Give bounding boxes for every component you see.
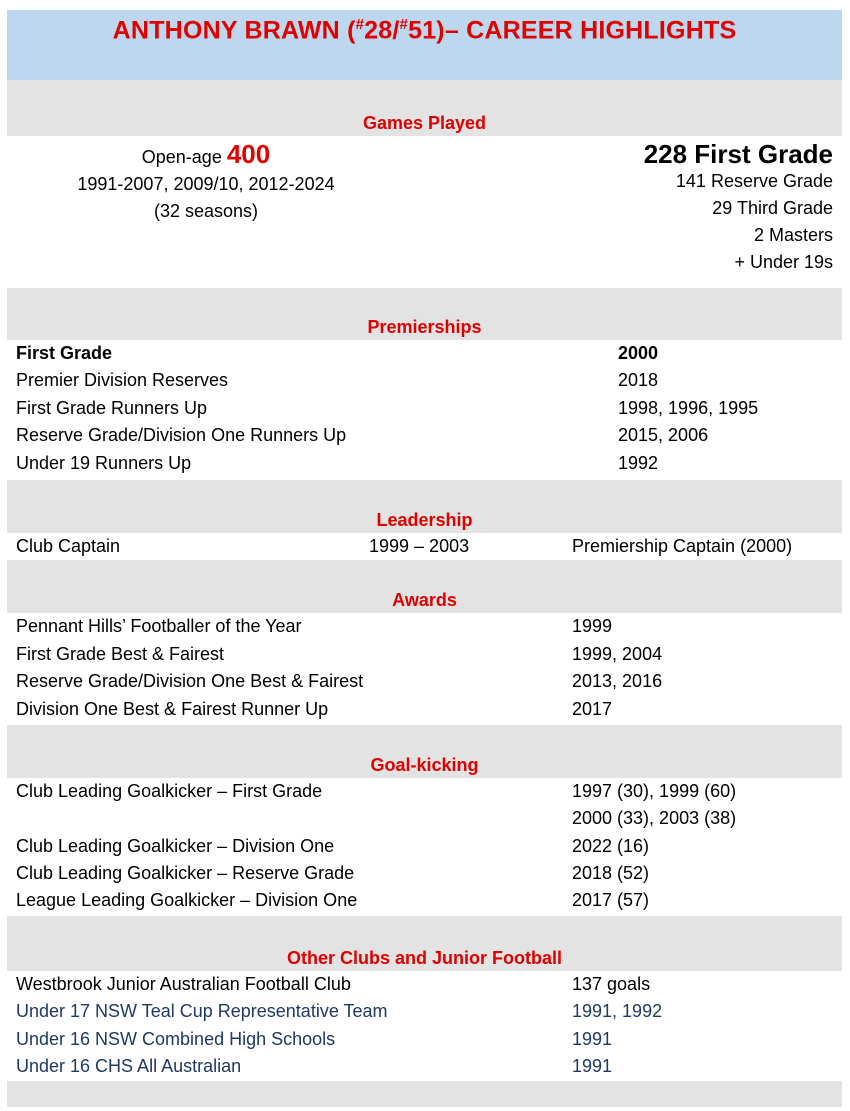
row-label: Westbrook Junior Australian Football Club bbox=[16, 973, 351, 994]
goalkicking-band bbox=[7, 725, 842, 778]
premiership-row bbox=[7, 367, 842, 394]
row-value: 1992 bbox=[618, 452, 659, 473]
goalkicking-row bbox=[7, 860, 842, 887]
other-clubs-band bbox=[7, 916, 842, 971]
premierships-heading: Premierships bbox=[367, 317, 482, 337]
goalkicking-row bbox=[7, 778, 842, 805]
row-label: Under 19 Runners Up bbox=[16, 452, 192, 473]
reserve-grade-games: 141 Reserve Grade bbox=[675, 171, 833, 191]
goalkicking-row bbox=[7, 833, 842, 860]
games-band bbox=[7, 80, 842, 136]
games-heading: Games Played bbox=[362, 113, 487, 133]
row-value: 2017 bbox=[572, 698, 613, 719]
row-value: 2018 (52) bbox=[572, 863, 650, 884]
row-label: Pennant Hills’ Footballer of the Year bbox=[16, 616, 302, 637]
row-label: Reserve Grade/Division One Runners Up bbox=[16, 425, 347, 446]
row-value: 1991 bbox=[572, 1028, 613, 1049]
leadership-row bbox=[7, 533, 842, 560]
award-row bbox=[7, 613, 842, 640]
row-value: 2013, 2016 bbox=[572, 671, 663, 692]
row-value: 2000 bbox=[618, 343, 659, 363]
footer-band bbox=[7, 1081, 842, 1107]
goalkicking-row bbox=[7, 805, 842, 832]
leadership-note: Premiership Captain (2000) bbox=[572, 535, 793, 556]
row-value: 2022 (16) bbox=[572, 835, 650, 856]
award-row bbox=[7, 641, 842, 668]
premiership-row bbox=[7, 340, 842, 367]
other-club-row bbox=[7, 971, 842, 998]
row-label: Under 16 CHS All Australian bbox=[16, 1056, 242, 1077]
awards-band bbox=[7, 560, 842, 613]
row-value: 137 goals bbox=[572, 973, 651, 994]
career-highlights-sheet bbox=[7, 10, 842, 1107]
awards-heading: Awards bbox=[392, 590, 457, 611]
other-clubs-heading: Other Clubs and Junior Football bbox=[286, 947, 562, 968]
row-value: 1999, 2004 bbox=[572, 643, 663, 664]
row-label: First Grade Best & Fairest bbox=[16, 643, 225, 664]
row-label: Club Leading Goalkicker – Reserve Grade bbox=[16, 863, 355, 884]
row-value: 2018 bbox=[618, 370, 659, 391]
row-value: 2015, 2006 bbox=[618, 425, 709, 446]
grade-breakdown bbox=[644, 141, 833, 276]
leadership-role: Club Captain bbox=[16, 535, 121, 556]
goalkicking-row bbox=[7, 887, 842, 914]
masters-games: 2 Masters bbox=[753, 225, 833, 245]
row-value: 2000 (33), 2003 (38) bbox=[572, 808, 737, 829]
seasons-count: (32 seasons) bbox=[153, 201, 259, 221]
open-age-block bbox=[31, 141, 381, 225]
row-label: League Leading Goalkicker – Division One bbox=[16, 890, 358, 911]
games-section bbox=[7, 136, 842, 288]
row-label: Club Leading Goalkicker – First Grade bbox=[16, 780, 323, 801]
leadership-years: 1999 – 2003 bbox=[369, 535, 470, 556]
row-label: Division One Best & Fairest Runner Up bbox=[16, 698, 329, 719]
row-label: Under 17 NSW Teal Cup Representative Team bbox=[16, 1001, 388, 1022]
page-title: ANTHONY BRAWN (#28/#51)– CAREER HIGHLIGHTS bbox=[112, 16, 737, 45]
title-band bbox=[7, 10, 842, 80]
other-club-row bbox=[7, 1026, 842, 1053]
goalkicking-heading: Goal-kicking bbox=[370, 754, 479, 775]
row-value: 2017 (57) bbox=[572, 890, 650, 911]
other-club-row bbox=[7, 998, 842, 1025]
premierships-band bbox=[7, 288, 842, 340]
other-club-row bbox=[7, 1053, 842, 1080]
row-label: Premier Division Reserves bbox=[16, 370, 229, 391]
seasons-range: 1991-2007, 2009/10, 2012-2024 bbox=[77, 174, 335, 194]
row-label: Club Leading Goalkicker – Division One bbox=[16, 835, 335, 856]
row-label: Under 16 NSW Combined High Schools bbox=[16, 1028, 336, 1049]
row-label: First Grade bbox=[16, 343, 113, 363]
row-label: Reserve Grade/Division One Best & Fairest bbox=[16, 671, 364, 692]
premiership-row bbox=[7, 450, 842, 477]
leadership-heading: Leadership bbox=[376, 509, 473, 530]
open-age-total: 400 bbox=[226, 139, 271, 169]
first-grade-games: 228 First Grade bbox=[643, 139, 833, 169]
third-grade-games: 29 Third Grade bbox=[712, 198, 833, 218]
under19-games: + Under 19s bbox=[734, 252, 833, 272]
row-value: 1991 bbox=[572, 1056, 613, 1077]
row-value: 1997 (30), 1999 (60) bbox=[572, 780, 737, 801]
row-value: 1991, 1992 bbox=[572, 1001, 663, 1022]
premiership-row bbox=[7, 395, 842, 422]
row-label: First Grade Runners Up bbox=[16, 397, 208, 418]
award-row bbox=[7, 668, 842, 695]
row-value: 1998, 1996, 1995 bbox=[618, 397, 759, 418]
premiership-row bbox=[7, 422, 842, 449]
row-value: 1999 bbox=[572, 616, 613, 637]
open-age-label: Open-age bbox=[141, 147, 222, 167]
award-row bbox=[7, 696, 842, 723]
leadership-band bbox=[7, 480, 842, 533]
